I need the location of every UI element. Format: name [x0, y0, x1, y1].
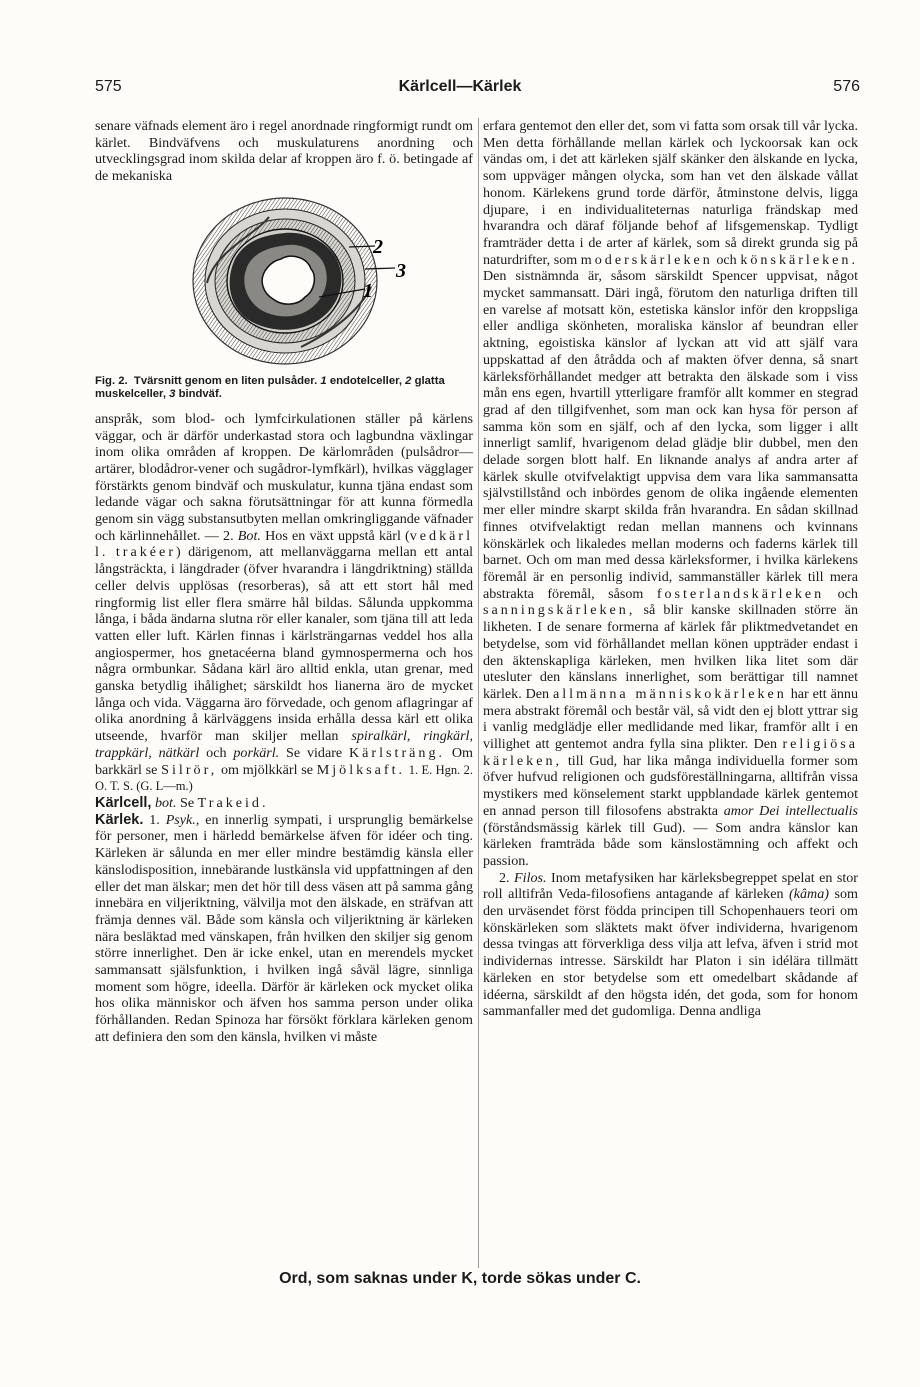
paragraph: erfara gentemot den eller det, som vi fatta som orsak till vår lycka. Men detta förhållande mellan kärlek och lyckoorsak kan ock vändas om, i det att kärleken själf skänker den älskande en lycka, som uppväger mången olycka, som han vet den älskade vållat honom. Kärlekens grund torde därför, åtminstone delvis, ligga djupare, i en individualiteternas naturliga frändskap med hvarandra och däraf följande behof af lifsgemenskap. Tydligt framträder detta i de arter af kärlek, som så direkt grunda sig på naturdrifter, som moderskärleken och könskärleken. Den sistnämnda är, såsom särskildt Spencer uppvisat, något mycket sammansatt. Däri ingå, förutom den naturliga driften till en varelse af motsatt kön, estetiska känslor inför den kroppsliga eller andliga skönheten, moraliska känslor af beundran eller aktning, egoistiska känslor af lyckan att vid att själf vara uppskattad af den åtrådda och af makten öfver denna, så snart kärleksförhållandet medger att betrakta den älskade som i viss mån ens egen, hvartill ytterligare framför allt kommer en stegrad grad af den tillgifvenhet, som man ock kan hysa för person af samma kön som en själf, och af den lycka, som ligger i allt innerligt samlif, hvarigenom delad glädje blir dubbel, men den delade sorgen blott half. En liknande analys af andra arter af kärlek skulle otvifvelaktigt uppvisa dem vara lika sammansatta självstillstånd och inbördes genom de olika ingående elementen mer eller mindre skarpt skilda från hvarandra. En sådan skillnad finnes otvifvelaktigt redan mellan mannens och kvinnans könskärlek och likaledes mellan moderns och faderns kärlek till barnet. Och om man med dessa kärleksformer, i hvilka kärlekens föremål är en personlig individ, sammanställer kärlek till mera abstrakta föremål, såsom fosterlandskärleken och sanningskärleken, så blir kanske skillnaden större än likheten. I de senare formerna af kärlek får pliktmedvetandet en betydelse, som vid förhållandet mellan könen uppträder endast i den äktenskapliga kärleken, men hvilken lika litet som där utesluter den känslans innerlighet, som berättigar till namnet kärlek. Den allmänna människokärleken har ett ännu mera abstrakt föremål och består väl, så vidt den ej blott yttrar sig i vanlig medglädje eller medlidande med likar, framför allt i en villighet att gentemot andra fylla sina plikter. Den religiösa kärleken, till Gud, har lika många individuella former som öfver hufvud religionen och gudsföreställningarna, alltifrån vissa mystikers med könselement starkt uppblandade kärlek gentemot en annad person till filosofens abstrakta amor Dei intellectualis (förståndsmässig kärlek till Gud). — Som andra känslor kan kärleken framträda både som känslostämning och affekt och passion.: [483, 118, 858, 869]
figure-label-3: 3: [396, 259, 406, 282]
entry-headword-karlek: Kärlek.: [95, 811, 144, 828]
entry-karlcell: Kärlcell, bot. Se Trakeid.: [95, 794, 269, 811]
right-column: [483, 118, 858, 1020]
left-column: [95, 118, 473, 1046]
paragraph: anspråk, som blod- och lymfcirkulationen ställer på kärlens väggar, och är därför underkastad stora och lagbundna växlingar inom olika områden af kroppen. De kärlområden (pulsådror—artärer, blodådror-vener och sugådror-lymfkärl), hvilkas vägglager förstärkts genom bindväf och muskulatur, kunna tjäna endast som ledande vägar och sakna förutsättningar för att kunna förmedla genom sin vägg substansutbyten mellan omkringliggande väfnader och kärlinnehållet. — 2. Bot. Hos en växt uppstå kärl (vedkärl l. trakéer) därigenom, att mellanväggarna mellan ett antal långsträckta, i längdrader (öfver hvarandra i längdriktning) ställda celler delvis upplösas (resorberas), så att ett stort hål med ringformig list eller flera smärre hål bildas. Sålunda uppkomma långa, i båda ändarna slutna rör eller kanaler, som tjäna till att leda vatten eller luft. Kärlen finnas i kärlsträngarnas veddel hos alla angiospermer, hos gnetacéerna bland gymnospermerna och hos några ormbunkar. Sådana kärl äro alltid enkla, utan grenar, med ganska betydlig ihålighet; särskildt hos lianerna äro de mycket långa och vida. Väggarna äro förvedade, och genom aflagringar af olika anordning å kärlväggens insida erhålla dessa kärl ett olika utseende, hvarför man skiljer mellan spiralkärl, ringkärl, trappkärl, nätkärl och porkärl. Se vidare Kärlsträng. Om barkkärl se Silrör, om mjölkkärl se Mjölksaft. 1. E. Hgn. 2. O. T. S. (G. L—m.): [95, 410, 474, 794]
page-number-left: 575: [95, 78, 122, 95]
caption-fig-number: Fig. 2.: [95, 374, 128, 387]
paragraph: senare väfnads element äro i regel anordnade ringformigt rundt om kärlet. Bindväfvens och muskulaturens anordning och utvecklingsgrad inom skilda delar af kroppen äro f. ö. betingade af de mekaniska: [95, 118, 473, 185]
entry-headword-karlcell: Kärlcell,: [95, 794, 152, 811]
running-head: Kärlcell—Kärlek: [398, 78, 522, 95]
figure-label-2: 2: [373, 235, 383, 258]
artery-illustration: [95, 195, 473, 371]
page-number-right: 576: [833, 78, 860, 95]
figure-caption: Fig. 2. Tvärsnitt genom en liten pulsåder. 1 endotelceller, 2 glatta muskelceller, 3 bindväf.: [95, 374, 445, 400]
column-divider: [478, 118, 479, 1268]
footer-note: Ord, som saknas under K, torde sökas under C.: [279, 1270, 641, 1287]
page-header: [0, 78, 920, 102]
entry-karlek: Kärlek. 1. Psyk., en innerlig sympati, i ursprunglig bemärkelse för personer, men i härledd bemärkelse äfven för idéer och ting. Kärleken är sålunda en mer eller mindre bestämdig känsla eller känslodisposition, innebärande lustkänsla vid uppfattningen af den eller det man älskar; men det hör till dess väsen att på samma gång innebära en viljeriktning, välvilja mot den älskade, en sträfvan att främja dennes väl. Både som känsla och viljeriktning är kärleken nära besläktad med vänskapen, från hvilken den skiljer sig genom större innerlighet. Den är icke enkel, utan en merendels mycket sammansatt själsfunktion, i hvilken ingå såväl lägre, sinnliga moment som högre, ideella. Därför är kärleken ock mycket olika hos olika människor och äfven hos samma person under olika förhållanden. Redan Spinoza har försökt förklara kärleken genom att definiera den som den känsla, hvilken vi måste: [95, 811, 473, 1045]
figure-label-1: 1: [363, 279, 373, 302]
paragraph: 2. Filos. Inom metafysiken har kärleksbegreppet spelat en stor roll alltifrån Veda-filosofiens antagande af kärleken (kâma) som den urväsendet först födda principen till Schopenhauers teori om könskärleken som släktets makt öfver individerna, hvarigenom dessa tvingas att förverkliga dess vilja att lefva, äfven i strid mot individernas intresse. Särskildt har Platon i sin idélära tillmätt kärleken en stor betydelse som ett omedelbart skådande af idéerna, särskildt af den högsta idén, det goda, som for honom sammanfaller med det gudomliga. Denna andliga: [483, 869, 858, 1020]
figure-artery-cross-section: [95, 195, 473, 371]
